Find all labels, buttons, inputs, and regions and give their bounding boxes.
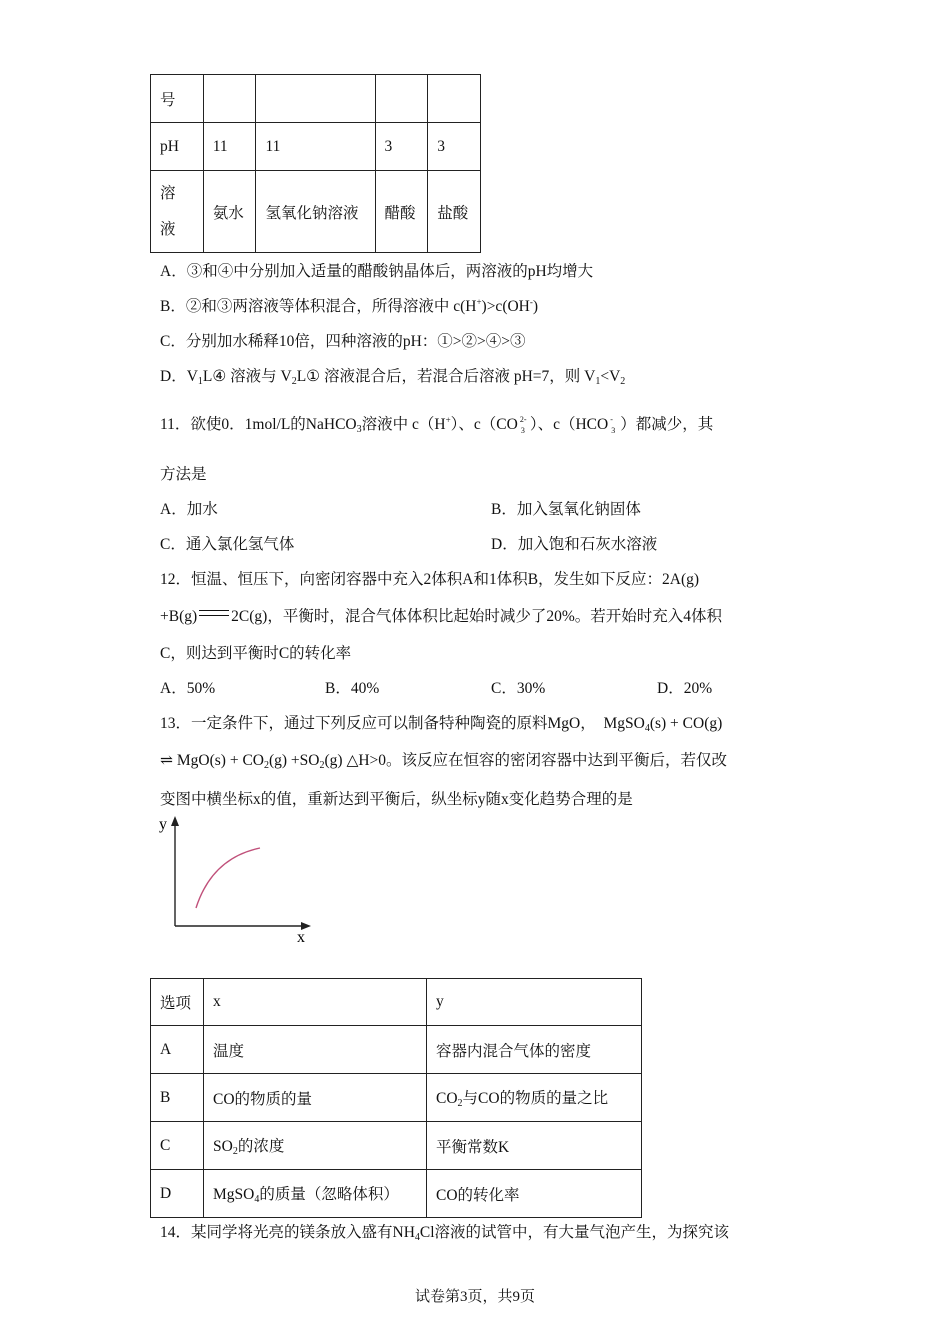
q12-stem-line3: C，则达到平衡时C的转化率 xyxy=(160,645,352,662)
solution-cell: 醋酸 xyxy=(375,171,428,253)
q11-stem-line2: 方法是 xyxy=(160,466,207,483)
q11-stem: 11．欲使0．1mol/L的NaHCO$_3$溶液中 c（H+）、c（CO 2- 3 ）、c（HCO - 3 ）都减少，其 xyxy=(160,415,714,435)
q10-option-c: C．分别加水稀释10倍，四种溶液的pH：①>②>④>③ xyxy=(160,333,526,350)
table-row: B CO的物质的量 $CO_2$与CO的物质的量之比 xyxy=(151,1074,642,1122)
ph-cell: 3 xyxy=(375,123,428,171)
q12-option-b: B．40% xyxy=(325,680,380,697)
ph-cell: 11 xyxy=(203,123,256,171)
ph-cell: 11 xyxy=(256,123,375,171)
q10-option-d: D．$V_1L④$ 溶液与 $V_2L①$ 溶液混合后，若混合后溶液 pH=7，则 $V_1<V_2$ xyxy=(160,368,626,387)
options-table xyxy=(150,978,642,1218)
solution-cell: 氢氧化钠溶液 xyxy=(256,171,375,253)
trend-curve xyxy=(196,848,260,908)
q12-stem: 12．恒温、恒压下，向密闭容器中充入2体积A和1体积B，发生如下反应：2A(g) xyxy=(160,571,700,588)
q12-option-a: A．50% xyxy=(160,680,216,697)
ph-label: pH xyxy=(151,123,204,171)
trend-graph xyxy=(150,810,330,950)
q12-option-d: D．20% xyxy=(657,680,713,697)
q11-option-d: D．加入饱和石灰水溶液 xyxy=(491,536,658,553)
q13-stem: 13．一定条件下，通过下列反应可以制备特种陶瓷的原料MgO， MgSO$_4$(s) + CO(g) xyxy=(160,715,723,734)
page-footer: 试卷第3页，共9页 xyxy=(414,1289,535,1305)
q10-option-a: A．③和④中分别加入适量的醋酸钠晶体后，两溶液的pH均增大 xyxy=(160,263,594,280)
row-label-number: 号 xyxy=(151,75,204,123)
solution-label: 溶 液 xyxy=(151,171,204,253)
solution-table xyxy=(150,74,481,253)
q13-stem-line2: ⇌ $MgO(s) + CO_2(g) +SO_2(g)$ △H>0。该反应在恒容的密闭容器中达到平衡后，若仅改 xyxy=(160,752,728,771)
q13-stem-line3: 变图中横坐标x的值，重新达到平衡后，纵坐标y随x变化趋势合理的是 xyxy=(160,791,633,808)
reversible-arrow-icon: ⇌ xyxy=(160,752,173,769)
solution-cell: 盐酸 xyxy=(428,171,481,253)
table-row: A 温度 容器内混合气体的密度 xyxy=(151,1026,642,1074)
y-axis-arrow-icon xyxy=(171,816,179,826)
solution-cell: 氨水 xyxy=(203,171,256,253)
x-axis-label: x xyxy=(297,929,305,946)
ph-cell: 3 xyxy=(428,123,481,171)
q10-option-b: B．②和③两溶液等体积混合，所得溶液中 c(H+)>c(OH-) xyxy=(160,297,539,315)
equilibrium-arrow-icon xyxy=(197,609,231,619)
q14-stem: 14．某同学将光亮的镁条放入盛有$NH_4Cl$溶液的试管中，有大量气泡产生，为探究该 xyxy=(160,1224,730,1243)
q11-option-c: C．通入氯化氢气体 xyxy=(160,536,295,553)
table-row: D MgSO$_4$的质量（忽略体积） CO的转化率 xyxy=(151,1170,642,1218)
q11-option-a: A．加水 xyxy=(160,501,218,518)
y-axis-label: y xyxy=(159,816,167,833)
table-header: 选项 xyxy=(151,979,204,1026)
table-row: C $SO_2$的浓度 平衡常数K xyxy=(151,1122,642,1170)
table-header: y xyxy=(427,979,642,1026)
q11-option-b: B．加入氢氧化钠固体 xyxy=(491,501,641,518)
q12-option-c: C．30% xyxy=(491,680,546,697)
table-header: x xyxy=(204,979,427,1026)
q12-stem-line2: +B(g) 2C(g)，平衡时，混合气体体积比起始时减少了20%。若开始时充入4体积 xyxy=(160,608,722,625)
